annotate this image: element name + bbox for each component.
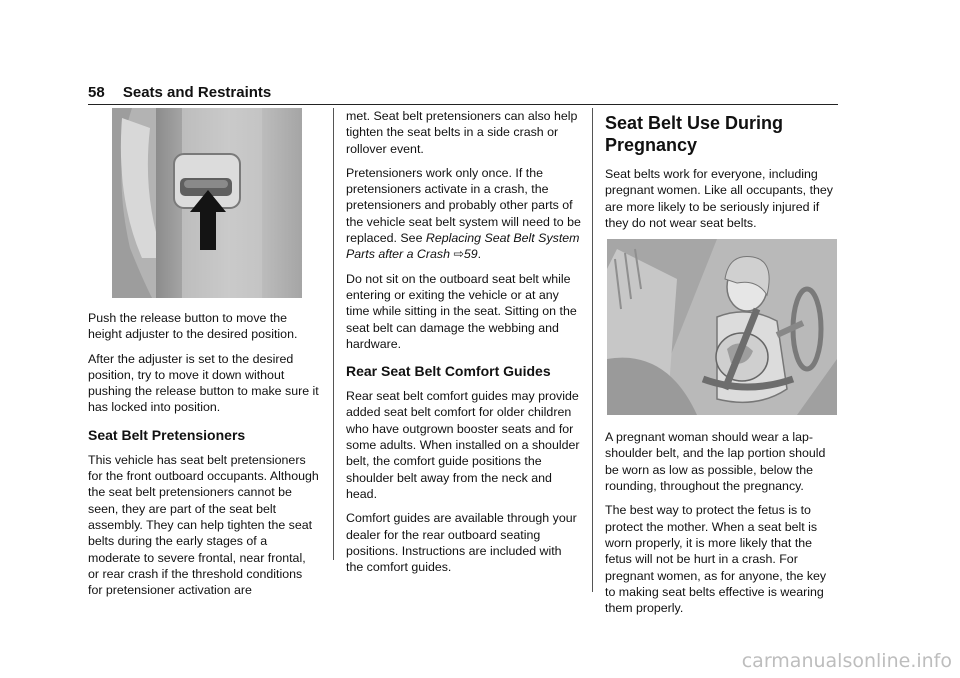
column-2 bbox=[346, 108, 582, 583]
paragraph: Rear seat belt comfort guides may provide added seat belt comfort for older children who have outgrown booster seats and for some adults. When installed on a shoulder belt, the comfort guide positions the shoulder belt away from the neck and head. bbox=[346, 389, 580, 501]
column-divider bbox=[333, 108, 334, 560]
page-number: 58 bbox=[88, 84, 105, 101]
page-header bbox=[88, 84, 838, 105]
section-heading: Seat Belt Use During Pregnancy bbox=[605, 113, 784, 155]
paragraph-text: Pretensioners work only once. If the pretensioners activate in a crash, the pretensioners and probably other parts of the vehicle seat belt system will need to be replaced. See bbox=[346, 165, 581, 246]
seat-belt-height-adjuster-illustration bbox=[112, 108, 302, 298]
pregnant-occupant-seat-belt-illustration bbox=[607, 239, 837, 415]
paragraph: Seat belts work for everyone, including pregnant women. Like all occupants, they are more likely to be seriously injured if they do not wear seat belts. bbox=[605, 167, 833, 230]
column-divider bbox=[592, 108, 593, 592]
paragraph: A pregnant woman should wear a lap-shoulder belt, and the lap portion should be worn as low as possible, below the rounding, throughout the pregnancy. bbox=[605, 430, 826, 494]
section-heading: Rear Seat Belt Comfort Guides bbox=[346, 363, 551, 380]
section-title: Seats and Restraints bbox=[122, 84, 272, 101]
watermark: carmanualsonline.info bbox=[741, 650, 952, 672]
paragraph: met. Seat belt pretensioners can also help tighten the seat belts in a side crash or rollover event. bbox=[346, 109, 578, 156]
paragraph: After the adjuster is set to the desired position, try to move it down without pushing the release button to make sure it has locked into position. bbox=[88, 351, 319, 415]
paragraph: Push the release button to move the height adjuster to the desired position. bbox=[88, 311, 298, 342]
cross-reference-link[interactable]: Replacing Seat Belt System Parts after a Crash bbox=[346, 231, 580, 262]
punctuation: . bbox=[477, 247, 482, 262]
column-1 bbox=[88, 108, 320, 606]
paragraph bbox=[346, 165, 582, 263]
paragraph: This vehicle has seat belt pretensioners for the front outboard occupants. Although the seat belt pretensioners cannot be seen, they are part of the seat belt assembly. They can help tighten the seat belts during the early stages of a moderate to severe frontal, near frontal, or rear crash if the threshold conditions for pretensioner activation are bbox=[88, 452, 319, 598]
page-reference-icon: ⇨ bbox=[453, 247, 464, 262]
paragraph: Do not sit on the outboard seat belt while entering or exiting the vehicle or at any time while sitting in the seat. Sitting on the seat belt can damage the webbing and hardware. bbox=[346, 271, 577, 351]
section-heading: Seat Belt Pretensioners bbox=[88, 426, 246, 443]
column-3 bbox=[605, 108, 837, 624]
cross-reference-page[interactable]: 59 bbox=[463, 247, 478, 262]
paragraph: The best way to protect the fetus is to protect the mother. When a seat belt is worn properly, it is more likely that the fetus will not be hurt in a crash. For pregnant women, as for anyone, the key to making seat belts effective is wearing them properly. bbox=[605, 503, 827, 616]
paragraph: Comfort guides are available through your dealer for the rear outboard seating positions. Instructions are included with the comfort guides. bbox=[346, 511, 577, 575]
